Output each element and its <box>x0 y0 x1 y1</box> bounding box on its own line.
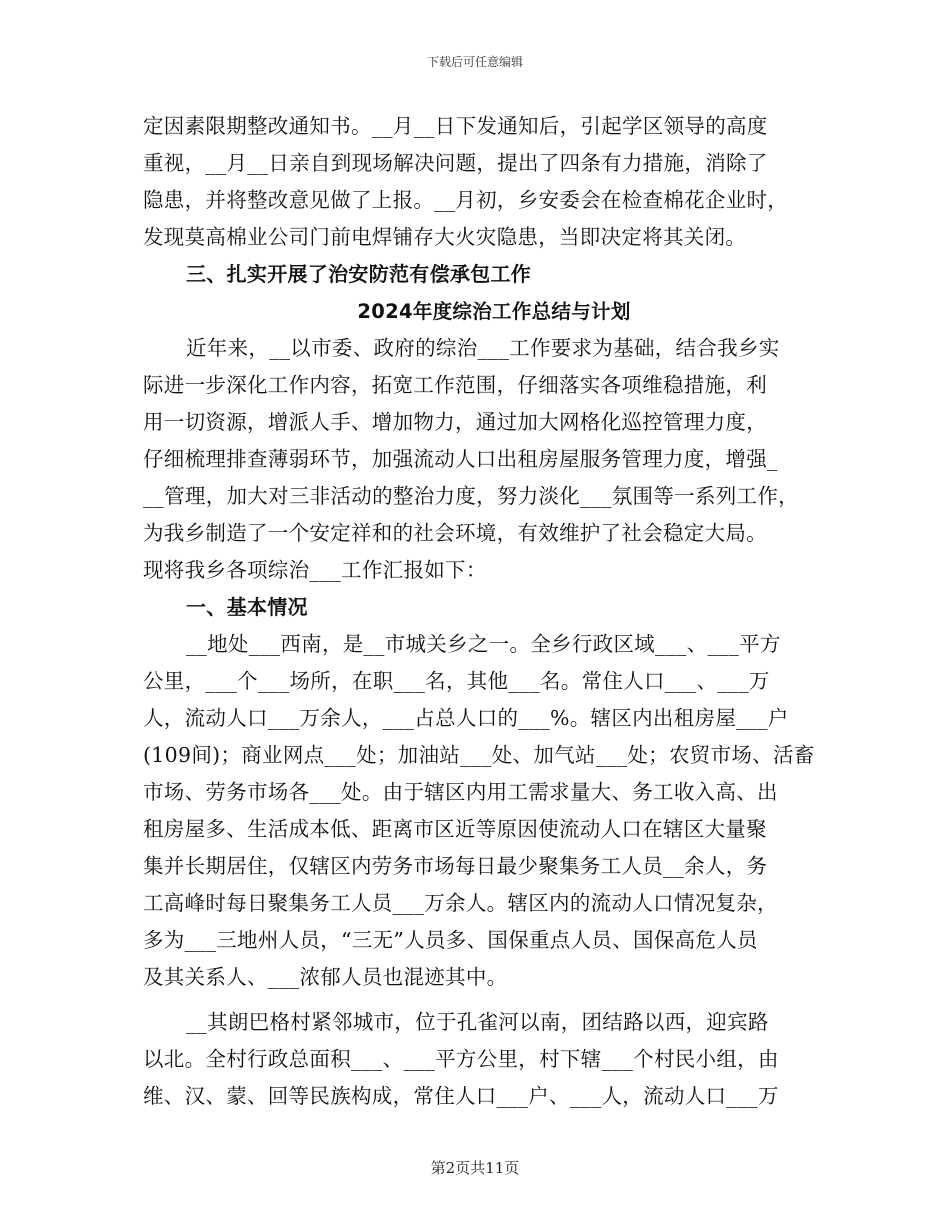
document-body <box>143 108 815 1115</box>
paragraph-line: 租房屋多、生活成本低、距离市区近等原因使流动人口在辖区大量聚 <box>143 817 767 841</box>
paragraph-line: 发现莫高棉业公司门前电焊铺存大火灾隐患，当即决定将其关闭。 <box>143 225 747 249</box>
paragraph-line: 际进一步深化工作内容，拓宽工作范围，仔细落实各项维稳措施，利 <box>143 373 767 397</box>
paragraph-line: __地处___西南，是__市城关乡之一。全乡行政区域___、___平方 <box>186 632 781 656</box>
paragraph-line: 维、汉、蒙、回等民族构成，常住人口___户、___人，流动人口___万 <box>143 1084 779 1108</box>
paragraph-line: __管理，加大对三非活动的整治力度，努力淡化___氛围等一系列工作， <box>143 484 799 508</box>
header-note: 下载后可任意编辑 <box>426 55 523 69</box>
paragraph-line: 定因素限期整改通知书。__月__日下发通知后，引起学区领导的高度 <box>143 114 768 138</box>
paragraph-line: 工高峰时每日聚集务工人员___万余人。辖区内的流动人口情况复杂， <box>143 891 778 915</box>
paragraph-line: __其朗巴格村紧邻城市，位于孔雀河以南，团结路以西，迎宾路 <box>186 1010 769 1034</box>
paragraph-line: 重视，__月__日亲自到现场解决问题，提出了四条有力措施，消除了 <box>143 151 768 175</box>
document-title: 2024年度综治工作总结与计划 <box>357 300 631 323</box>
paragraph-line: 近年来，__以市委、政府的综治___工作要求为基础，结合我乡实 <box>186 336 780 360</box>
paragraph-line: 公里，___个___场所，在职___名，其他___名。常住人口___、___万 <box>143 669 770 693</box>
paragraph-line: 以北。全村行政总面积___、___平方公里，村下辖___个村民小组，由 <box>143 1047 779 1071</box>
paragraph-line: 集并长期居住，仅辖区内劳务市场每日最少聚集务工人员__余人，务 <box>143 854 768 878</box>
section-heading: 一、基本情况 <box>186 595 308 619</box>
paragraph-line: (109间)；商业网点___处；加油站___处、加气站___处；农贸市场、活畜 <box>143 743 815 767</box>
paragraph-line: 人，流动人口___万余人，___占总人口的___%。辖区内出租房屋___户 <box>143 706 789 730</box>
section-heading: 三、扎实开展了治安防范有偿承包工作 <box>186 262 532 286</box>
paragraph-line: 现将我乡各项综治___工作汇报如下： <box>143 558 487 582</box>
page-number: 第2页共11页 <box>430 1159 520 1177</box>
paragraph-line: 多为___三地州人员，“三无”人员多、国保重点人员、国保高危人员 <box>143 928 758 952</box>
paragraph-line: 隐患，并将整改意见做了上报。__月初，乡安委会在检查棉花企业时， <box>143 188 789 212</box>
paragraph-line: 市场、劳务市场各___处。由于辖区内用工需求量大、务工收入高、出 <box>143 780 778 804</box>
paragraph-line: 仔细梳理排查薄弱环节，加强流动人口出租房屋服务管理力度，增强_ <box>143 447 778 471</box>
paragraph-line: 用一切资源，增派人手、增加物力，通过加大网格化巡控管理力度， <box>143 410 767 434</box>
paragraph-line: 及其关系人、___浓郁人员也混迹其中。 <box>143 965 508 989</box>
paragraph-gap <box>143 996 815 1004</box>
paragraph-line: 为我乡制造了一个安定祥和的社会环境，有效维护了社会稳定大局。 <box>143 521 767 545</box>
